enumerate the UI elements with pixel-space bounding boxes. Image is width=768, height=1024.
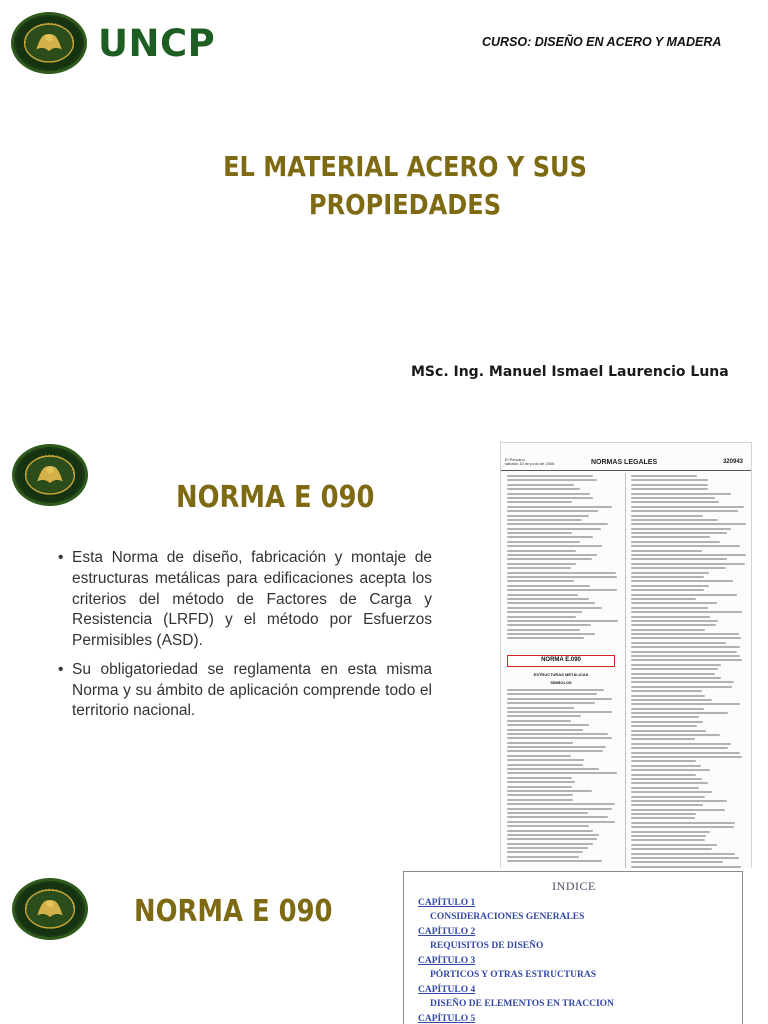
index-section: PÓRTICOS Y OTRAS ESTRUCTURAS	[430, 970, 597, 980]
document-text-line	[631, 716, 699, 718]
document-text-line	[507, 742, 573, 744]
index-chapter: CAPÍTULO 4	[418, 985, 476, 995]
document-text-line	[507, 616, 576, 618]
document-text-line	[507, 637, 584, 639]
document-text-line	[631, 844, 717, 846]
document-text-line	[631, 857, 739, 859]
document-text-line	[631, 743, 731, 745]
document-text-line	[631, 510, 738, 512]
document-text-line	[631, 545, 740, 547]
document-text-column	[507, 689, 619, 869]
bullet-list	[58, 548, 432, 730]
document-text-line	[631, 624, 716, 626]
document-text-line	[507, 821, 615, 823]
norma-title-box: NORMA E.090	[507, 655, 615, 667]
document-text-line	[631, 690, 702, 692]
course-label: CURSO: DISEÑO EN ACERO Y MADERA	[482, 35, 722, 49]
document-text-line	[631, 774, 696, 776]
document-text-line	[507, 567, 571, 569]
document-text-line	[631, 637, 741, 639]
document-text-line	[631, 572, 709, 574]
document-text-line	[631, 677, 721, 679]
document-text-line	[507, 541, 580, 543]
newspaper-date: sábado 10 de junio de 2006	[505, 461, 555, 467]
document-text-line	[507, 816, 608, 818]
document-text-line	[631, 536, 710, 538]
document-header-left	[505, 458, 554, 467]
document-text-line	[631, 523, 746, 525]
document-text-line	[631, 778, 702, 780]
document-text-line	[631, 853, 735, 855]
document-text-line	[631, 703, 740, 705]
document-text-line	[507, 715, 581, 717]
document-header	[501, 457, 752, 471]
document-text-line	[507, 843, 593, 845]
document-text-line	[631, 787, 699, 789]
document-text-line	[507, 707, 574, 709]
document-text-line	[507, 602, 595, 604]
document-text-line	[507, 484, 574, 486]
document-text-line	[631, 839, 705, 841]
document-text-line	[507, 629, 580, 631]
document-text-line	[631, 620, 718, 622]
document-text-line	[631, 558, 727, 560]
document-text-line	[507, 825, 589, 827]
document-text-line	[507, 781, 575, 783]
document-text-line	[507, 750, 603, 752]
legal-document-thumbnail	[500, 442, 752, 872]
document-text-line	[507, 834, 599, 836]
document-text-line	[631, 589, 704, 591]
document-text-line	[507, 493, 590, 495]
document-text-line	[507, 580, 574, 582]
document-text-line	[631, 633, 739, 635]
document-text-line	[631, 651, 737, 653]
document-text-line	[507, 790, 592, 792]
norma-slide	[0, 428, 768, 868]
document-text-line	[507, 510, 598, 512]
section-heading: NORMA E 090	[134, 894, 333, 929]
index-section: DISEÑO DE ELEMENTOS EN TRACCION	[430, 999, 614, 1009]
document-text-line	[507, 794, 573, 796]
document-text-line	[507, 563, 576, 565]
document-text-line	[631, 646, 740, 648]
document-text-line	[631, 488, 708, 490]
document-text-line	[507, 545, 602, 547]
author-name: MSc. Ing. Manuel Ismael Laurencio Luna	[411, 364, 729, 380]
document-text-line	[631, 484, 708, 486]
document-text-line	[507, 830, 593, 832]
document-text-line	[507, 812, 588, 814]
document-text-line	[631, 756, 742, 758]
document-text-line	[507, 764, 583, 766]
document-text-line	[631, 725, 697, 727]
document-text-line	[631, 817, 695, 819]
document-text-line	[631, 712, 728, 714]
document-text-line	[507, 611, 582, 613]
index-slide	[0, 868, 768, 1024]
document-text-line	[507, 724, 589, 726]
document-text-line	[631, 594, 737, 596]
document-text-line	[507, 755, 571, 757]
document-text-line	[507, 620, 618, 622]
document-text-line	[631, 831, 710, 833]
document-text-line	[631, 681, 734, 683]
document-text-line	[631, 554, 746, 556]
bullet-item: • Su obligatoriedad se reglamenta en esta misma Norma y su ámbito de aplicación comprende todo el territorio nacional.	[58, 660, 432, 722]
document-text-line	[507, 532, 572, 534]
document-text-line	[507, 803, 615, 805]
document-subtitle-symbols: SÍMBOLOS	[550, 680, 572, 685]
document-text-line	[507, 558, 592, 560]
document-text-line	[507, 475, 593, 477]
document-text-line	[631, 769, 710, 771]
document-text-line	[631, 668, 718, 670]
university-logo	[11, 12, 87, 74]
document-text-column	[507, 475, 619, 645]
document-text-line	[507, 523, 608, 525]
university-logo	[12, 878, 88, 940]
document-text-line	[631, 734, 720, 736]
index-section: REQUISITOS DE DISEÑO	[430, 941, 544, 951]
document-page-number: 320943	[722, 459, 743, 465]
document-text-line	[507, 585, 590, 587]
brand-name: UNCP	[98, 22, 216, 65]
document-text-line	[507, 737, 612, 739]
document-text-line	[631, 686, 732, 688]
document-text-line	[507, 633, 595, 635]
document-text-line	[507, 772, 617, 774]
document-text-line	[631, 861, 723, 863]
document-text-line	[631, 796, 705, 798]
document-text-line	[507, 838, 597, 840]
document-text-line	[631, 848, 712, 850]
document-text-line	[631, 699, 712, 701]
document-subtitle: ESTRUCTURAS METÁLICAS	[533, 672, 589, 677]
document-text-line	[507, 759, 584, 761]
document-text-line	[631, 782, 708, 784]
document-text-line	[631, 708, 704, 710]
document-text-line	[631, 760, 696, 762]
slide-title-line2: PROPIEDADES	[308, 188, 502, 221]
document-text-line	[631, 497, 715, 499]
document-text-line	[631, 528, 731, 530]
document-text-line	[507, 860, 602, 862]
document-text-line	[507, 733, 608, 735]
document-text-line	[507, 501, 572, 503]
document-text-line	[507, 572, 616, 574]
document-text-line	[631, 800, 727, 802]
document-text-line	[631, 813, 696, 815]
document-text-line	[631, 730, 706, 732]
document-text-line	[631, 835, 706, 837]
document-text-line	[507, 746, 606, 748]
document-text-line	[631, 738, 695, 740]
document-text-line	[507, 488, 580, 490]
index-chapter: CAPÍTULO 2	[418, 927, 476, 937]
document-text-line	[507, 598, 589, 600]
document-text-line	[631, 550, 702, 552]
document-text-line	[631, 479, 708, 481]
document-text-line	[631, 519, 718, 521]
index-chapter: CAPÍTULO 3	[418, 956, 476, 966]
document-text-line	[631, 493, 731, 495]
newspaper-name: El Peruano	[505, 457, 525, 462]
document-text-line	[631, 598, 696, 600]
document-text-line	[631, 695, 705, 697]
document-text-line	[507, 689, 604, 691]
document-text-line	[631, 664, 721, 666]
document-text-line	[631, 822, 735, 824]
document-text-line	[631, 576, 704, 578]
index-chapter: CAPÍTULO 1	[418, 898, 476, 908]
document-text-line	[507, 576, 617, 578]
document-text-line	[507, 768, 599, 770]
document-text-line	[507, 528, 601, 530]
university-seal-icon	[14, 15, 84, 71]
university-seal-icon	[15, 447, 85, 503]
document-text-line	[631, 616, 710, 618]
document-text-line	[631, 541, 720, 543]
document-text-line	[631, 765, 701, 767]
document-text-line	[631, 475, 697, 477]
university-logo	[12, 444, 88, 506]
document-text-line	[631, 655, 740, 657]
document-text-line	[507, 786, 572, 788]
document-text-line	[631, 659, 742, 661]
index-section: CONSIDERACIONES GENERALES	[430, 912, 585, 922]
index-document	[403, 871, 743, 1024]
document-text-line	[507, 506, 612, 508]
document-text-column	[631, 475, 747, 869]
document-text-line	[507, 515, 589, 517]
index-title: INDICE	[552, 879, 596, 893]
section-heading: NORMA E 090	[176, 480, 375, 515]
document-header-center: NORMAS LEGALES	[591, 459, 658, 466]
document-text-line	[631, 747, 728, 749]
document-text-line	[631, 585, 709, 587]
document-text-line	[631, 721, 703, 723]
document-text-line	[507, 479, 597, 481]
document-text-line	[631, 563, 745, 565]
document-text-line	[631, 607, 708, 609]
document-text-line	[507, 729, 583, 731]
document-text-line	[507, 550, 576, 552]
document-text-line	[631, 515, 703, 517]
document-text-line	[631, 532, 727, 534]
document-text-line	[631, 611, 742, 613]
document-text-line	[507, 589, 617, 591]
document-text-line	[507, 693, 597, 695]
document-text-line	[507, 808, 612, 810]
document-text-line	[507, 536, 593, 538]
document-text-line	[507, 519, 582, 521]
title-slide	[0, 0, 768, 420]
document-text-line	[631, 826, 734, 828]
document-text-line	[507, 847, 588, 849]
document-text-line	[507, 607, 602, 609]
document-text-line	[507, 856, 579, 858]
document-text-line	[507, 497, 593, 499]
index-chapter: CAPÍTULO 5	[418, 1014, 476, 1024]
document-text-line	[631, 602, 717, 604]
document-text-line	[631, 752, 740, 754]
document-text-line	[507, 851, 583, 853]
document-text-line	[631, 506, 744, 508]
document-text-line	[631, 673, 715, 675]
document-text-line	[631, 580, 733, 582]
document-text-line	[507, 698, 612, 700]
document-text-line	[631, 501, 719, 503]
document-text-line	[507, 799, 573, 801]
document-text-line	[631, 791, 712, 793]
document-text-line	[631, 642, 726, 644]
document-text-line	[507, 554, 597, 556]
document-text-line	[507, 624, 591, 626]
document-text-line	[631, 809, 725, 811]
document-text-line	[507, 711, 612, 713]
document-text-line	[631, 629, 705, 631]
university-seal-icon	[15, 881, 85, 937]
document-text-line	[631, 804, 703, 806]
column-divider	[625, 473, 626, 871]
slide-title-line1: EL MATERIAL ACERO Y SUS	[223, 150, 587, 183]
document-text-line	[631, 567, 726, 569]
document-text-line	[507, 720, 571, 722]
bullet-item: • Esta Norma de diseño, fabricación y montaje de estructuras metálicas para edificaciones acepta los criterios del método de Factores de Carga y Resistencia (LRFD) y el método por Esfuerzos Permisibles (ASD).	[58, 548, 432, 652]
document-text-line	[507, 777, 572, 779]
document-text-line	[507, 702, 595, 704]
document-text-line	[507, 594, 578, 596]
